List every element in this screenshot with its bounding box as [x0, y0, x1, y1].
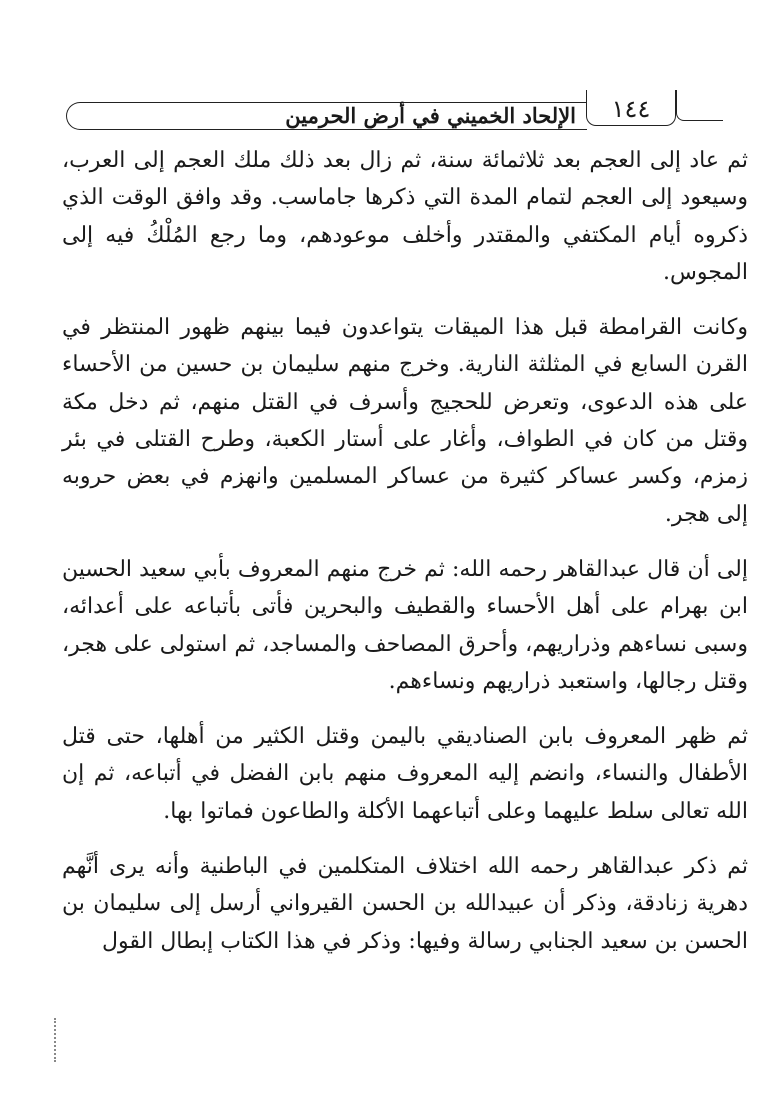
- book-title: الإلحاد الخميني في أرض الحرمين: [285, 103, 576, 128]
- page-number: ١٤٤: [611, 95, 651, 123]
- page-body: [62, 142, 748, 960]
- paragraph-3: إلى أن قال عبدالقاهر رحمه الله: ثم خرج منهم المعروف بأبي سعيد الحسين ابن بهرام على أهل الأحساء والقطيف والبحرين فأتى بأتباعه على أعدائه، وسبى نساءهم وذراريهم، وأحرق المصاحف والمساجد، ثم استولى على هجر، وقتل رجالها، واستعبد ذراريهم ونساءهم.: [62, 556, 748, 694]
- paragraph-1: ثم عاد إلى العجم بعد ثلاثمائة سنة، ثم زال بعد ذلك ملك العجم إلى العرب، وسيعود إلى العجم لتمام المدة التي ذكرها جاماسب. وقد وافق الوقت الذي ذكروه أيام المكتفي والمقتدر وأخلف موعودهم، وما رجع المُلْكُ فيه إلى المجوس.: [62, 148, 749, 285]
- running-header: [66, 90, 746, 134]
- paragraph-2: وكانت القرامطة قبل هذا الميقات يتواعدون فيما بينهم ظهور المنتظر في القرن السابع في المثلثة النارية. وخرج منهم سليمان بن حسين من الأحساء على هذه الدعوى، وتعرض للحجيج وأسرف في القتل منهم، ثم دخل مكة وقتل من كان في الطواف، وأغار على أستار الكعبة، وطرح القتلى في بئر زمزم، وكسر عساكر كثيرة من عساكر المسلمين وانهزم في بعض حروبه إلى هجر.: [62, 315, 748, 527]
- margin-scan-marks: [54, 1018, 66, 1062]
- header-tail: [676, 90, 723, 121]
- paragraph-5: ثم ذكر عبدالقاهر رحمه الله اختلاف المتكلمين في الباطنية وأنه يرى أنَّهم دهرية زنادقة، وذكر أن عبيدالله بن الحسن القيرواني أرسل إلى سليمان بن الحسن بن سعيد الجنابي رسالة وفيها: وذكر في هذا الكتاب إبطال القول: [62, 854, 748, 954]
- paragraph-4: ثم ظهر المعروف بابن الصناديقي باليمن وقتل الكثير من أهلها، حتى قتل الأطفال والنساء، وانضم إليه المعروف منهم بابن الفضل في أتباعه، ثم إن الله تعالى سلط عليهما وعلى أتباعهما الأكلة والطاعون فماتوا بها.: [62, 724, 748, 824]
